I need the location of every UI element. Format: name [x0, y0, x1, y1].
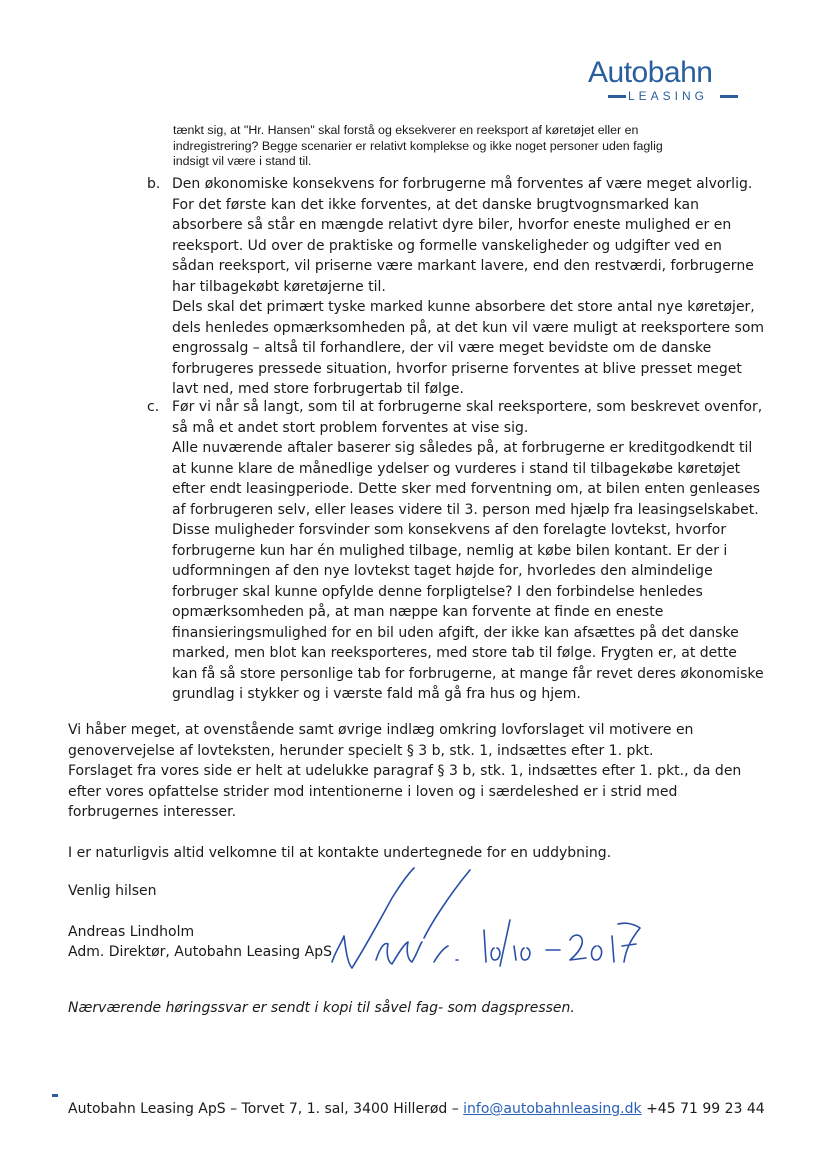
text-line: reeksport. Ud over de praktiske og formelle vanskeligheder og udgifter ved en	[172, 237, 722, 254]
continuation-text	[173, 123, 733, 170]
conclusion-paragraph	[68, 720, 741, 823]
text-line: kan få så store personlige tab for forbrugerne, at mange får revet deres økonomiske	[172, 665, 764, 682]
contact-line: I er naturligvis altid velkomne til at kontakte undertegnede for en uddybning.	[68, 845, 612, 861]
text-line: Disse muligheder forsvinder som konsekvens af den forelagte lovtekst, hvorfor	[172, 522, 727, 538]
handwritten-date	[478, 916, 648, 976]
logo-bar-right	[720, 95, 738, 98]
text-line: indregistrering? Begge scenarier er relativt komplekse og ikke noget personer uden faglig	[173, 138, 663, 153]
footer-accent-mark	[52, 1094, 58, 1097]
text-line: absorbere så står en mængde relativt dyre biler, hvorfor eneste mulighed er en	[172, 217, 732, 233]
text-line: Forslaget fra vores side er helt at udelukke paragraf § 3 b, stk. 1, indsættes efter 1. pkt., da den	[68, 763, 742, 779]
text-line: finansieringsmulighed for en bil uden afgift, der ikke kan afsættes på det danske	[172, 624, 739, 641]
text-line: af forbrugeren selv, eller leases videre til 3. person med hjælp fra leasingselskabet.	[172, 501, 759, 518]
text-line: grundlag i stykker og i værste fald må gå fra hus og hjem.	[172, 686, 581, 702]
text-line: forbrugerne kun har én mulighed tilbage, nemlig at købe bilen kontant. Er der i	[172, 542, 728, 559]
list-marker: b.	[147, 176, 161, 192]
footer-address: Autobahn Leasing ApS – Torvet 7, 1. sal, 3400 Hillerød –	[68, 1101, 464, 1117]
greeting: Venlig hilsen	[68, 883, 157, 899]
list-item-text	[172, 397, 764, 705]
text-line: opmærksomheden på, at man næppe kan forvente at finde en eneste	[172, 604, 664, 620]
text-line: lavt ned, med store forbrugertab til følge.	[172, 381, 464, 397]
text-line: at kunne klare de månedlige ydelser og vurderes i stand til tilbagekøbe køretøjet	[172, 460, 741, 477]
text-line: Alle nuværende aftaler baserer sig således på, at forbrugerne er kreditgodkendt til	[172, 440, 753, 456]
text-line: Dels skal det primært tyske marked kunne absorbere det store antal nye køretøjer,	[172, 299, 755, 315]
text-line: så må et andet stort problem forventes at vise sig.	[172, 419, 529, 436]
list-marker: c.	[147, 399, 160, 415]
text-line: udformningen af den nye lovtekst taget højde for, hvorledes den almindelige	[172, 563, 713, 579]
text-line: har tilbagekøbt køretøjerne til.	[172, 278, 386, 295]
footer-phone: +45 71 99 23 44	[641, 1101, 765, 1117]
logo-subtitle: LEASING	[628, 89, 709, 103]
signer-title: Adm. Direktør, Autobahn Leasing ApS	[68, 944, 332, 960]
text-line: engrossalg – altså til forhandlere, der vil være meget bevidste om de danske	[172, 340, 712, 356]
closing-note: Nærværende høringssvar er sendt i kopi til såvel fag- som dagspressen.	[68, 1000, 575, 1016]
footer	[68, 1101, 765, 1117]
text-line: Før vi når så langt, som til at forbrugerne skal reeksportere, som beskrevet ovenfor,	[172, 399, 763, 415]
text-line: efter vores opfattelse strider mod intentionerne i loven og i særdeleshed er i strid med	[68, 783, 678, 800]
company-logo	[588, 56, 744, 106]
list-item-text	[172, 174, 764, 400]
text-line: indsigt vil være i stand til.	[173, 154, 312, 168]
text-line: forbruger skal kunne opfylde denne forpligtelse? I den forbindelse henledes	[172, 583, 703, 600]
footer-email-link[interactable]: info@autobahnleasing.dk	[463, 1101, 642, 1117]
logo-bar-left	[608, 95, 626, 98]
text-line: sådan reeksport, vil priserne være markant lavere, end den restværdi, forbrugerne	[172, 258, 754, 274]
text-line: forbrugeres pressede situation, hvorfor priserne forventes at blive presset meget	[172, 360, 742, 377]
text-line: tænkt sig, at "Hr. Hansen" skal forstå og eksekverer en reeksport af køretøjet eller en	[173, 123, 639, 137]
text-line: For det første kan det ikke forventes, at det danske brugtvognsmarked kan	[172, 196, 699, 213]
text-line: Vi håber meget, at ovenstående samt øvrige indlæg omkring lovforslaget vil motivere en	[68, 722, 694, 738]
text-line: genovervejelse af lovteksten, herunder specielt § 3 b, stk. 1, indsættes efter 1. pkt.	[68, 742, 654, 759]
logo-name: Autobahn	[588, 56, 713, 89]
text-line: Den økonomiske konsekvens for forbrugerne må forventes af være meget alvorlig.	[172, 176, 753, 192]
signer-name: Andreas Lindholm	[68, 924, 195, 940]
text-line: marked, men blot kan reeksporteres, med store tab til følge. Frygten er, at dette	[172, 645, 737, 661]
text-line: efter endt leasingperiode. Dette sker med forventning om, at bilen enten genleases	[172, 481, 761, 497]
handwritten-signature	[322, 864, 492, 984]
text-line: dels henledes opmærksomheden på, at det kun vil være muligt at reeksportere som	[172, 319, 765, 336]
text-line: forbrugernes interesser.	[68, 804, 237, 820]
